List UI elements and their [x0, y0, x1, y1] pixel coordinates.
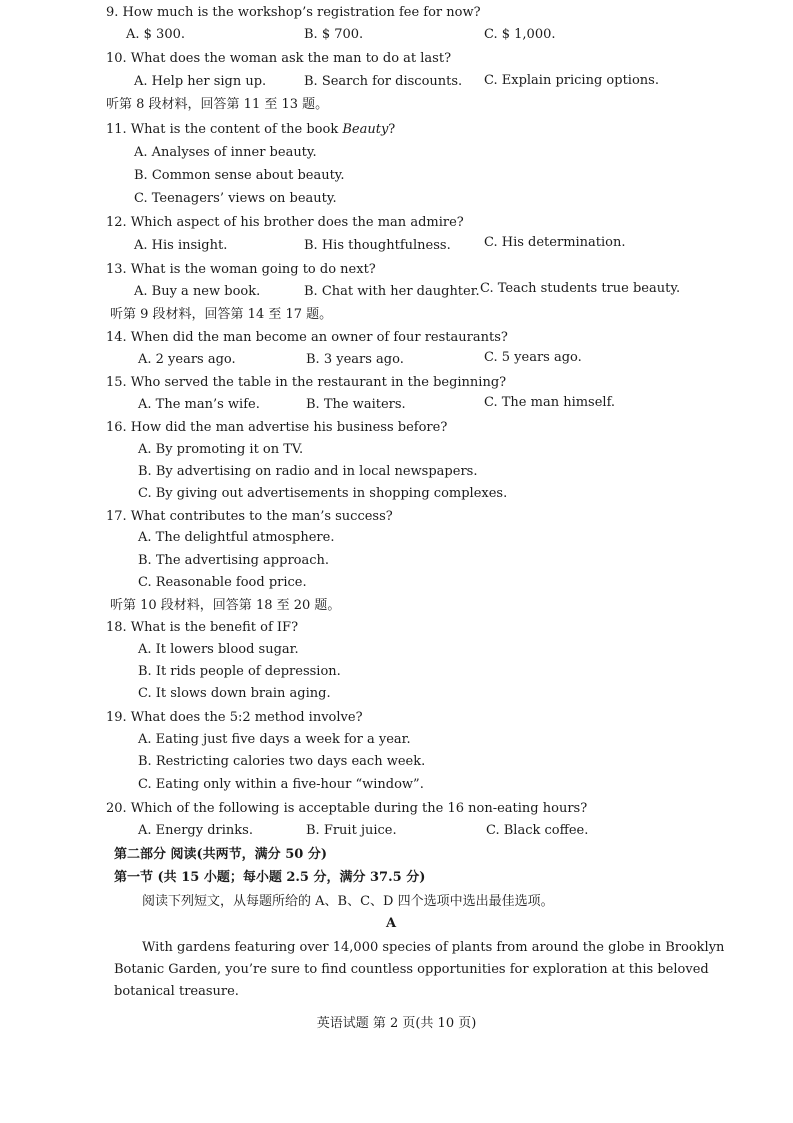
- section-note: 听第 8 段材料，回答第 11 至 13 题。: [106, 97, 329, 112]
- question-stem: [106, 121, 395, 139]
- option-c: C. Teenagers’ views on beauty.: [134, 191, 337, 206]
- page-footer: 英语试题 第 2 页(共 10 页): [316, 1016, 477, 1031]
- option-b: B. Fruit juice.: [306, 823, 397, 838]
- stem-text: 11. What is the content of the book: [106, 122, 343, 137]
- passage-line: With gardens featuring over 14,000 species of plants from around the globe in Brooklyn: [142, 940, 725, 955]
- option-c: C. Black coffee.: [486, 823, 589, 838]
- question-stem: 12. Which aspect of his brother does the man admire?: [106, 215, 464, 230]
- passage-line: Botanic Garden, you’re sure to find countless opportunities for exploration at this beloved: [114, 962, 709, 977]
- question-stem: 16. How did the man advertise his business before?: [106, 420, 448, 435]
- option-b: B. The waiters.: [306, 397, 406, 412]
- option-c: C. By giving out advertisements in shopping complexes.: [138, 486, 508, 501]
- option-c: C. Explain pricing options.: [484, 73, 659, 88]
- question-stem: 19. What does the 5:2 method involve?: [106, 710, 363, 725]
- option-a: A. Buy a new book.: [134, 284, 261, 299]
- option-b: B. Chat with her daughter.: [304, 284, 480, 299]
- option-c: C. His determination.: [484, 235, 626, 250]
- option-a: A. Eating just five days a week for a year.: [138, 732, 411, 747]
- passage-line: botanical treasure.: [114, 984, 239, 999]
- option-c: C. Teach students true beauty.: [480, 281, 681, 296]
- option-c: C. It slows down brain aging.: [138, 686, 331, 701]
- option-b: B. It rids people of depression.: [138, 664, 341, 679]
- option-a: A. Analyses of inner beauty.: [134, 145, 317, 160]
- section-note: 听第 10 段材料，回答第 18 至 20 题。: [110, 598, 341, 613]
- option-c: C. Reasonable food price.: [138, 575, 307, 590]
- option-a: A. 2 years ago.: [138, 352, 236, 367]
- part-heading: 第二部分 阅读(共两节，满分 50 分): [114, 847, 327, 862]
- option-a: A. Energy drinks.: [138, 823, 253, 838]
- option-b: B. $ 700.: [304, 27, 364, 42]
- option-b: B. His thoughtfulness.: [304, 238, 451, 253]
- option-b: B. 3 years ago.: [306, 352, 404, 367]
- option-c: C. The man himself.: [484, 395, 616, 410]
- stem-end: ?: [388, 122, 396, 137]
- question-stem: 15. Who served the table in the restaurant in the beginning?: [106, 375, 507, 390]
- option-b: B. The advertising approach.: [138, 553, 330, 568]
- option-b: B. Restricting calories two days each week.: [138, 754, 426, 769]
- option-c: C. 5 years ago.: [484, 350, 582, 365]
- option-a: A. His insight.: [134, 238, 228, 253]
- option-a: A. By promoting it on TV.: [138, 442, 304, 457]
- option-b: B. Common sense about beauty.: [134, 168, 345, 183]
- option-b: B. By advertising on radio and in local newspapers.: [138, 464, 478, 479]
- question-stem: 9. How much is the workshop’s registration fee for now?: [106, 5, 481, 20]
- question-stem: 14. When did the man become an owner of four restaurants?: [106, 330, 508, 345]
- option-c: C. Eating only within a five-hour “window”.: [138, 777, 424, 792]
- question-stem: 10. What does the woman ask the man to do at last?: [106, 51, 452, 66]
- question-stem: 20. Which of the following is acceptable during the 16 non-eating hours?: [106, 801, 588, 816]
- option-a: A. The man’s wife.: [138, 397, 260, 412]
- section-note: 听第 9 段材料，回答第 14 至 17 题。: [110, 307, 333, 322]
- option-a: A. $ 300.: [126, 27, 186, 42]
- passage-label: A: [386, 916, 397, 931]
- option-a: A. It lowers blood sugar.: [138, 642, 299, 657]
- section-heading: 第一节 (共 15 小题；每小题 2.5 分，满分 37.5 分): [114, 870, 426, 885]
- question-stem: 17. What contributes to the man’s success?: [106, 509, 393, 524]
- option-c: C. $ 1,000.: [484, 27, 556, 42]
- option-a: A. The delightful atmosphere.: [138, 530, 335, 545]
- question-stem: 13. What is the woman going to do next?: [106, 262, 376, 277]
- option-a: A. Help her sign up.: [134, 74, 267, 89]
- question-stem: 18. What is the benefit of IF?: [106, 620, 299, 635]
- instruction: 阅读下列短文，从每题所给的 A、B、C、D 四个选项中选出最佳选项。: [142, 894, 554, 909]
- book-title: Beauty: [342, 122, 389, 137]
- option-b: B. Search for discounts.: [304, 74, 463, 89]
